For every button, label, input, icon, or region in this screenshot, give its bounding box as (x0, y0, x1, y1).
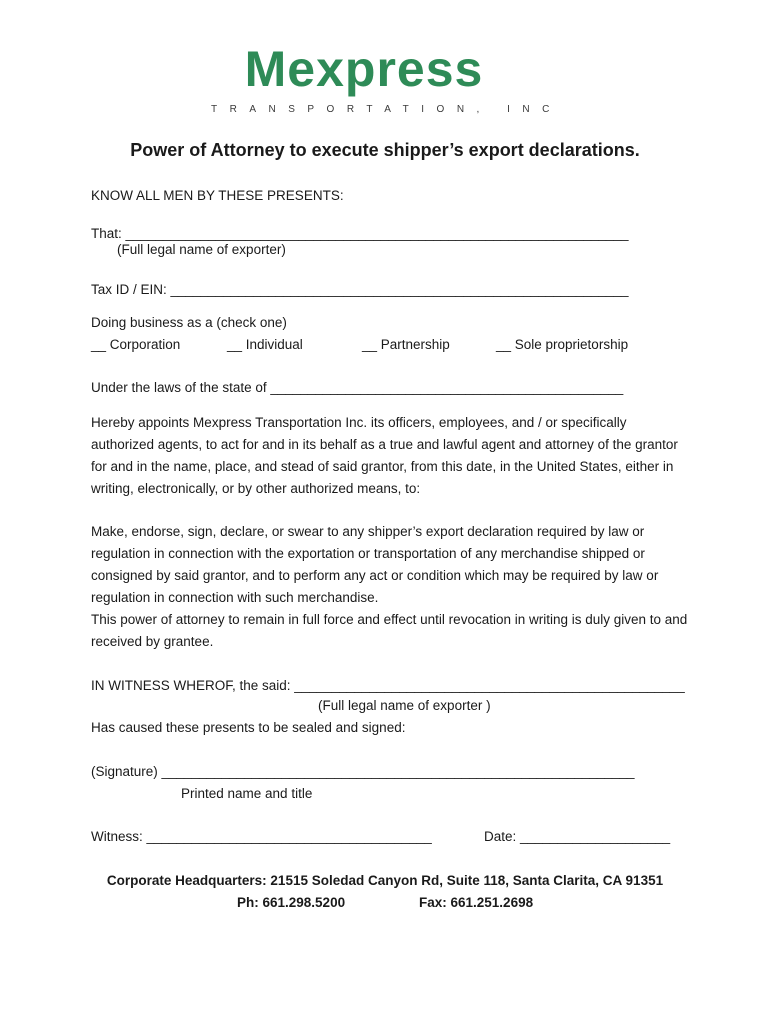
date-field[interactable]: Date: ____________________ (484, 829, 671, 844)
logo-subtitle: TRANSPORTATION, INC (211, 104, 562, 115)
business-type-heading: Doing business as a (check one) (91, 315, 287, 330)
printed-name-hint: Printed name and title (181, 786, 313, 801)
signature-field[interactable]: (Signature) _______________________________________________________________ (91, 764, 635, 779)
remain-text: This power of attorney to remain in full force and effect until revocation in writing is duly given to and received by grantee. (91, 612, 688, 649)
document-title: Power of Attorney to execute shipper’s export declarations. (130, 140, 640, 160)
tax-id-field[interactable]: Tax ID / EIN: _____________________________________________________________ (91, 282, 629, 297)
powers-paragraph (91, 521, 691, 653)
option-partnership[interactable]: __ Partnership (362, 337, 450, 352)
option-sole-proprietorship[interactable]: __ Sole proprietorship (496, 337, 629, 352)
make-text: Make, endorse, sign, declare, or swear to any shipper’s export declaration required by law or regulation in connection with the exportation or transportation of any merchandise shipped or consigned by said grantor, and to perform any act or condition which may be required by law or regulation in connection with such merchandise. (91, 524, 659, 605)
sealed-text: Has caused these presents to be sealed and signed: (91, 720, 406, 735)
state-laws-field[interactable]: Under the laws of the state of _______________________________________________ (91, 380, 624, 395)
witness-signature-field[interactable]: Witness: ______________________________________ (91, 829, 432, 844)
exporter-name-hint: (Full legal name of exporter) (117, 242, 286, 257)
footer-phone: Ph: 661.298.5200 (237, 895, 346, 910)
option-corporation[interactable]: __ Corporation (91, 337, 181, 352)
witness-exporter-hint: (Full legal name of exporter ) (318, 698, 491, 713)
appointment-text: Hereby appoints Mexpress Transportation Inc. its officers, employees, and / or specifically authorized agents, to act for and in its behalf as a true and lawful agent and attorney of the grantor for and in the name, place, and stead of said grantor, from this date, in the United States, either in writing, electronically, or by other authorized means, to: (91, 415, 678, 496)
footer-address: Corporate Headquarters: 21515 Soledad Canyon Rd, Suite 118, Santa Clarita, CA 91351 (106, 873, 664, 888)
company-logo (211, 40, 562, 122)
footer-fax: Fax: 661.251.2698 (419, 895, 534, 910)
know-all-heading: KNOW ALL MEN BY THESE PRESENTS: (91, 188, 344, 203)
witness-exporter-field[interactable]: IN WITNESS WHEROF, the said: ____________________________________________________ (91, 678, 685, 693)
option-individual[interactable]: __ Individual (227, 337, 303, 352)
appointment-paragraph (91, 412, 691, 500)
exporter-name-field[interactable]: That: ___________________________________________________________________ (91, 226, 629, 241)
logo-wordmark: Mexpress (244, 41, 484, 97)
